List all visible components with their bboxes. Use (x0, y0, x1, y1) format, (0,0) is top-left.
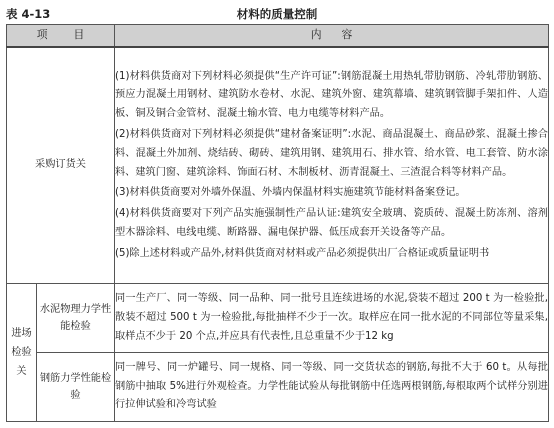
table-row-procurement (7, 47, 549, 284)
steel-test-content: 同一牌号、同一炉罐号、同一规格、同一等级、同一交货状态的钢筋,每批不大于 60 t。从每批钢筋中抽取 5%进行外观检查。力学性能试验从每批钢筋中任选两根钢筋,每根取两个试样分别进行拉伸试验和冷弯试验 (115, 353, 549, 422)
inspection-group-label (7, 284, 37, 422)
table-row-steel (7, 353, 549, 422)
procurement-item-2: (2)材料供货商对下列材料必须提供“建材备案证明”:水泥、商品混凝土、商品砂浆、混凝土掺合料、混凝土外加剂、烧结砖、砌砖、建筑用钢、建筑用石、排水管、给水管、电工套管、防水涂料、建筑门窗、建筑涂料、饰面石材、木制板材、沥青混凝土、三渣混合料等材料产品。 (115, 129, 548, 178)
inspection-group-label-line-1: 进场 (11, 328, 32, 340)
page-header (6, 4, 548, 22)
procurement-item-4: (4)材料供货商要对下列产品实施强制性产品认证:建筑安全玻璃、瓷质砖、混凝土防冻剂、溶剂型木器涂料、电线电缆、断路器、漏电保护器、低压成套开关设备等产品。 (115, 208, 548, 239)
column-header-content: 内容 (115, 25, 549, 48)
material-quality-table (6, 24, 549, 422)
procurement-label: 采购订货关 (7, 47, 115, 284)
table-number: 表 4-13 (6, 7, 51, 21)
table-header-row (7, 25, 549, 48)
procurement-item-5: (5)除上述材料或产品外,材料供货商对材料或产品必须提供出厂合格证或质量证明书 (115, 247, 490, 259)
table-row-cement (7, 284, 549, 353)
column-header-item: 项目 (7, 25, 115, 48)
inspection-group-label-line-3: 关 (16, 366, 27, 378)
procurement-content (115, 47, 549, 284)
inspection-group-label-line-2: 检验 (11, 347, 32, 359)
steel-test-label: 钢筋力学性能检验 (37, 353, 115, 422)
cement-test-label: 水泥物理力学性能检验 (37, 284, 115, 353)
cement-test-content: 同一生产厂、同一等级、同一品种、同一批号且连续进场的水泥,袋装不超过 200 t 为一检验批,散装不超过 500 t 为一检验批,每批抽样不少于一次。取样应在同一批水泥的不同部位等量采集,取样点不少于 20 个点,并应具有代表性,且总重量不少于12 kg (115, 284, 549, 353)
table-title: 材料的质量控制 (236, 7, 318, 21)
procurement-item-1: (1)材料供货商对下列材料必须提供“生产许可证”:钢筋混凝土用热轧带肋钢筋、冷轧带肋钢筋、预应力混凝土用钢材、建筑防水卷材、水泥、建筑外窗、建筑幕墙、建筑钢管脚手架扣件、人造板、铜及铜合金管材、混凝土输水管、电力电缆等材料产品。 (115, 70, 548, 120)
procurement-item-3: (3)材料供货商要对外墙外保温、外墙内保温材料实施建筑节能材料备案登记。 (115, 187, 466, 199)
